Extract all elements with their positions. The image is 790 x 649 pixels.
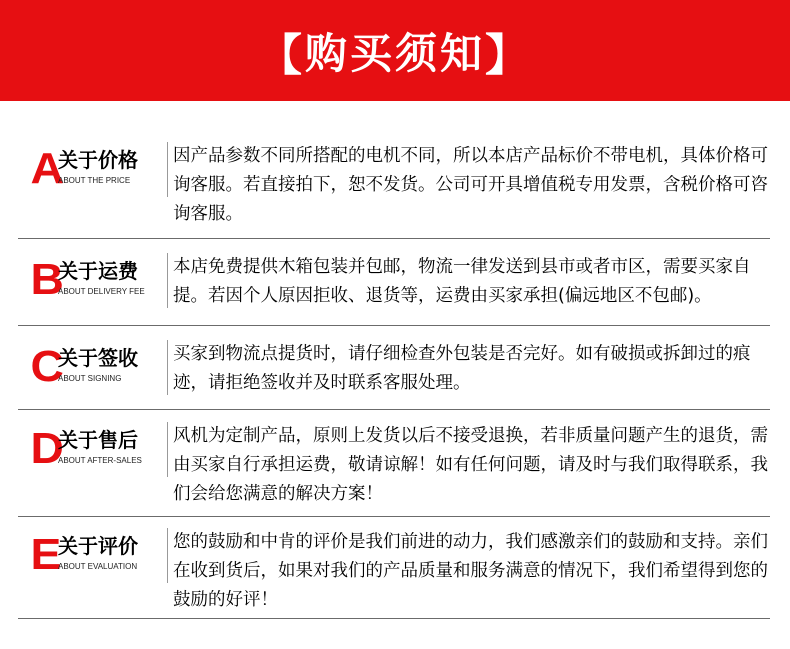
section-letter: E [30,530,62,579]
section-letter: C [30,342,64,391]
section-subtitle: ABOUT SIGNING [58,374,122,383]
section-subtitle: ABOUT THE PRICE [58,176,131,185]
divider [18,325,770,326]
section-letter: D [30,424,64,473]
section-evaluation [18,528,773,612]
divider [18,238,770,239]
right-bracket: 】 [485,29,532,81]
section-title: 关于签收 [58,346,138,370]
section-title: 关于价格 [58,148,138,172]
section-text: 您的鼓励和中肯的评价是我们前进的动力，我们感激亲们的鼓励和支持。亲们在收到货后，如果对我们的产品质量和服务满意的情况下，我们希望得到您的鼓励的好评！ [173,532,768,610]
section-text: 风机为定制产品，原则上发货以后不接受退换，若非质量问题产生的退货，需由买家自行承担运费，敬请谅解！如有任何问题，请及时与我们取得联系，我们会给您满意的解决方案！ [173,426,768,504]
section-text: 本店免费提供木箱包装并包邮，物流一律发送到县市或者市区，需要买家自提。若因个人原因拒收、退货等，运费由买家承担(偏远地区不包邮)。 [173,257,751,306]
section-delivery [18,253,773,313]
section-heading [58,346,166,384]
section-separator [167,528,168,583]
section-separator [167,253,168,308]
section-letter: B [30,255,64,304]
left-bracket: 【 [257,29,305,81]
section-signing [18,340,773,400]
title-text: 购买须知 [304,28,485,78]
section-heading [58,259,166,297]
divider [18,516,770,517]
section-title: 关于售后 [58,428,138,452]
section-letter: A [30,144,64,193]
divider [18,409,770,410]
section-title: 关于评价 [58,534,138,558]
section-separator [167,340,168,395]
section-after-sales [18,422,773,506]
section-heading [58,534,166,572]
section-title: 关于运费 [58,259,138,283]
section-separator [167,142,168,197]
section-text: 因产品参数不同所搭配的电机不同，所以本店产品标价不带电机，具体价格可询客服。若直接拍下，恕不发货。公司可开具增值税专用发票，含税价格可咨询客服。 [173,146,768,224]
section-subtitle: ABOUT DELIVERY FEE [58,287,145,296]
section-subtitle: ABOUT EVALUATION [58,562,138,571]
section-text: 买家到物流点提货时，请仔细检查外包装是否完好。如有破损或拆卸过的痕迹，请拒绝签收并及时联系客服处理。 [173,344,751,393]
section-price [18,142,773,226]
section-separator [167,422,168,477]
section-heading [58,428,166,466]
section-subtitle: ABOUT AFTER-SALES [58,456,142,465]
divider [18,618,770,619]
section-heading [58,148,166,186]
page-title [0,0,790,101]
